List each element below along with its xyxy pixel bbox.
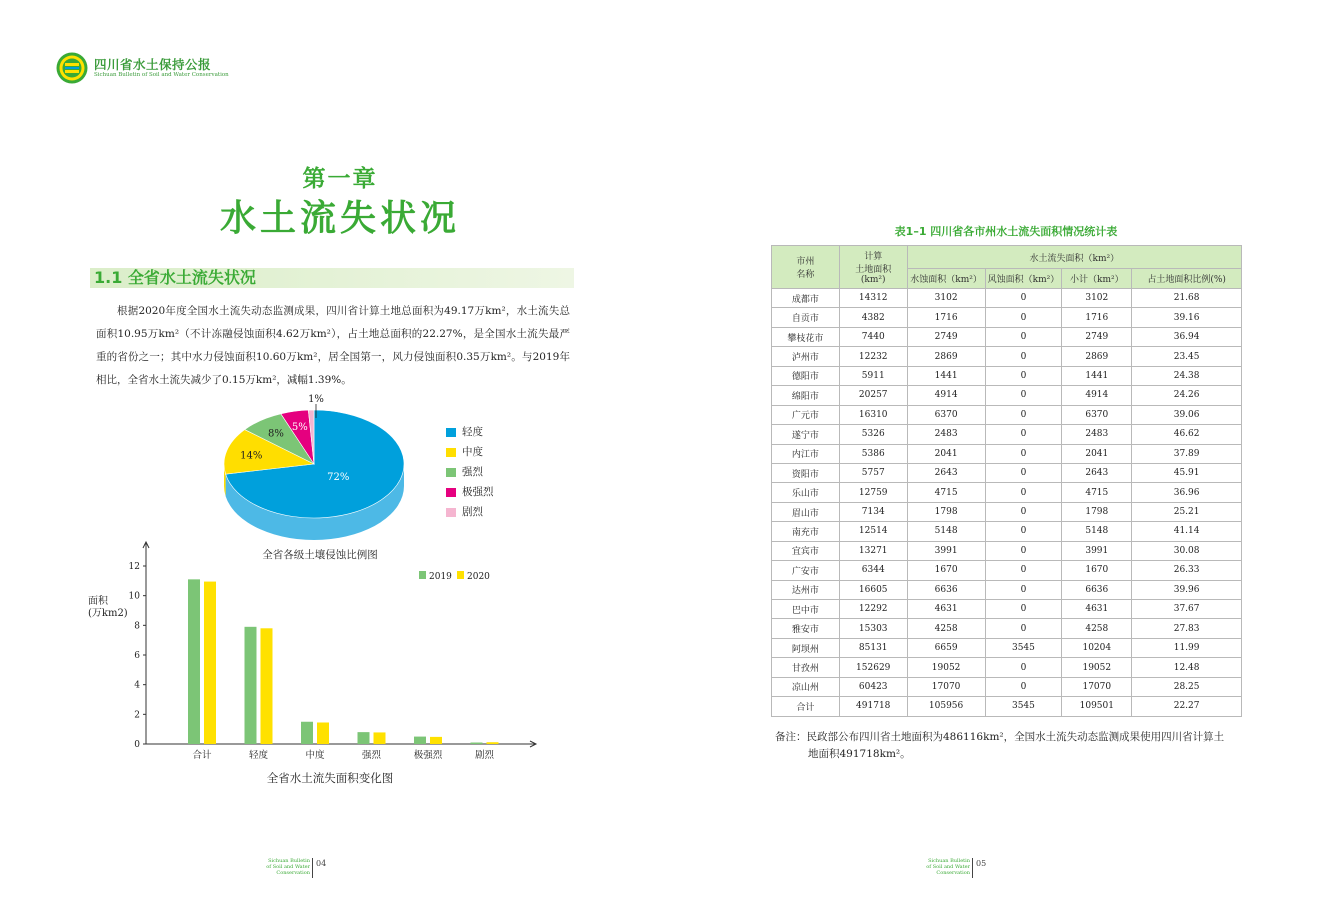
table-cell: 2643 — [907, 463, 985, 482]
table-cell: 26.33 — [1132, 561, 1242, 580]
table-cell: 3102 — [907, 289, 985, 308]
table-cell: 152629 — [839, 658, 907, 677]
table-cell: 遂宁市 — [772, 425, 840, 444]
bar-2019-剧烈 — [471, 743, 483, 744]
table-cell: 4914 — [907, 386, 985, 405]
header-erosion-group: 水土流失面积（km²） — [907, 246, 1241, 269]
table-cell: 1798 — [907, 502, 985, 521]
footer-left — [262, 858, 362, 880]
body-paragraph — [96, 300, 570, 392]
table-cell: 内江市 — [772, 444, 840, 463]
table-cell: 16310 — [839, 405, 907, 424]
bar-2019-强烈 — [358, 732, 370, 744]
footer-divider — [972, 858, 973, 878]
table-cell: 7440 — [839, 327, 907, 346]
table-cell: 5386 — [839, 444, 907, 463]
header-title: 四川省水土保持公报 — [94, 57, 212, 72]
table-cell: 甘孜州 — [772, 658, 840, 677]
table-cell: 12514 — [839, 522, 907, 541]
table-cell: 21.68 — [1132, 289, 1242, 308]
table-row — [772, 541, 1242, 560]
table-cell: 攀枝花市 — [772, 327, 840, 346]
header-region-text: 市州 名称 — [796, 257, 815, 280]
bulletin-header — [56, 52, 256, 86]
bar-2020-轻度 — [261, 628, 273, 744]
x-tick-label: 极强烈 — [413, 750, 443, 761]
region-erosion-table — [771, 245, 1242, 717]
table-cell: 0 — [985, 522, 1062, 541]
table-cell: 41.14 — [1132, 522, 1242, 541]
header-wind-erosion: 风蚀面积（km²） — [985, 269, 1062, 289]
legend-item — [446, 426, 526, 446]
legend-item — [446, 446, 526, 466]
table-cell: 2869 — [1062, 347, 1132, 366]
table-cell: 1798 — [1062, 502, 1132, 521]
footer-org-line: Sichuan Bulletin — [268, 858, 310, 864]
pie-data-label: 8% — [267, 428, 284, 440]
table-cell: 0 — [985, 600, 1062, 619]
y-tick-label: 10 — [128, 591, 140, 602]
legend-item — [446, 466, 526, 486]
table-title: 表1–1 四川省各市州水土流失面积情况统计表 — [894, 225, 1118, 238]
footer-org-line: Conservation — [936, 870, 970, 876]
table-cell: 0 — [985, 561, 1062, 580]
table-cell: 25.21 — [1132, 502, 1242, 521]
paragraph-text: 根据2020年度全国水土流失动态监测成果，四川省计算土地总面积为49.17万km²，水土流失总面积10.95万km²（不计冻融侵蚀面积4.62万km²），占土地总面积的22.27%，是全国水土流失最严重的省份之一；其中水力侵蚀面积10.60万km²，居全国第一，风力侵蚀面积0.35万km²。与2019年相比，全省水土流失减少了0.15万km²，减幅1.39%。 — [96, 305, 570, 386]
table-cell: 13271 — [839, 541, 907, 560]
legend-label: 极强烈 — [462, 486, 494, 498]
table-row — [772, 463, 1242, 482]
footer-org-line: of Soil and Water — [266, 864, 310, 870]
header-total-area — [839, 246, 907, 289]
table-row — [772, 386, 1242, 405]
table-cell: 凉山州 — [772, 677, 840, 696]
table-cell: 1441 — [907, 366, 985, 385]
table-cell: 0 — [985, 677, 1062, 696]
table-row — [772, 405, 1242, 424]
section-title: 1.1 全省水土流失状况 — [94, 268, 256, 287]
bar-2019-合计 — [188, 579, 200, 744]
section-heading-bar — [90, 268, 574, 288]
legend-label: 剧烈 — [462, 506, 483, 518]
legend-item — [446, 506, 526, 526]
table-cell: 4914 — [1062, 386, 1132, 405]
table-cell: 0 — [985, 502, 1062, 521]
bar-2020-合计 — [204, 582, 216, 744]
table-cell: 6636 — [907, 580, 985, 599]
table-note — [775, 729, 1245, 763]
header-region — [772, 246, 840, 289]
table-cell: 眉山市 — [772, 502, 840, 521]
table-cell: 17070 — [907, 677, 985, 696]
footer-org-line: of Soil and Water — [926, 864, 970, 870]
table-cell: 3545 — [985, 697, 1062, 716]
table-cell: 105956 — [907, 697, 985, 716]
table-cell: 19052 — [907, 658, 985, 677]
pie-data-label: 72% — [327, 472, 350, 484]
table-cell: 27.83 — [1132, 619, 1242, 638]
table-cell: 6370 — [1062, 405, 1132, 424]
table-cell: 南充市 — [772, 522, 840, 541]
table-cell: 39.96 — [1132, 580, 1242, 599]
bar-2020-强烈 — [374, 732, 386, 744]
table-cell: 85131 — [839, 638, 907, 657]
bulletin-logo-icon — [56, 52, 88, 84]
page-number: 04 — [316, 859, 327, 868]
table-cell: 0 — [985, 483, 1062, 502]
table-cell: 22.27 — [1132, 697, 1242, 716]
table-cell: 4715 — [1062, 483, 1132, 502]
table-cell: 15303 — [839, 619, 907, 638]
bar-2019-极强烈 — [414, 737, 426, 744]
table-cell: 0 — [985, 405, 1062, 424]
legend-label: 强烈 — [462, 466, 483, 478]
table-cell: 23.45 — [1132, 347, 1242, 366]
table-row — [772, 347, 1242, 366]
y-axis-label: 面积 — [88, 596, 108, 607]
y-tick-label: 12 — [128, 562, 140, 572]
table-row — [772, 444, 1242, 463]
table-cell: 36.96 — [1132, 483, 1242, 502]
table-row — [772, 638, 1242, 657]
table-row — [772, 697, 1242, 716]
bar-chart-caption: 全省水土流失面积变化图 — [266, 771, 394, 785]
table-cell: 4631 — [1062, 600, 1132, 619]
table-cell: 37.89 — [1132, 444, 1242, 463]
x-tick-label: 中度 — [305, 750, 325, 761]
table-row — [772, 425, 1242, 444]
table-cell: 0 — [985, 308, 1062, 327]
table-cell: 0 — [985, 580, 1062, 599]
footer-org — [262, 858, 310, 876]
footer-org-line: Sichuan Bulletin — [928, 858, 970, 864]
x-tick-label: 轻度 — [248, 750, 269, 761]
note-line: 备注：民政部公布四川省土地面积为486116km²，全国水土流失动态监测成果使用四川省计算土 — [775, 731, 1225, 743]
table-cell: 7134 — [839, 502, 907, 521]
table-cell: 泸州市 — [772, 347, 840, 366]
table-cell: 5757 — [839, 463, 907, 482]
pie-data-label: 5% — [291, 422, 308, 434]
table-cell: 3545 — [985, 638, 1062, 657]
bar-legend-swatch — [457, 571, 464, 579]
header-ratio: 占土地面积比例(%) — [1132, 269, 1242, 289]
table-cell: 2041 — [907, 444, 985, 463]
header-subtotal: 小计（km²） — [1062, 269, 1132, 289]
table-row — [772, 522, 1242, 541]
table-cell: 0 — [985, 444, 1062, 463]
table-cell: 4382 — [839, 308, 907, 327]
bar-2020-中度 — [317, 722, 329, 744]
y-tick-label: 2 — [134, 710, 140, 721]
table-row — [772, 327, 1242, 346]
table-cell: 12232 — [839, 347, 907, 366]
table-cell: 5326 — [839, 425, 907, 444]
table-cell: 3991 — [907, 541, 985, 560]
y-axis-label: (万km2) — [88, 608, 128, 619]
bar-legend-swatch — [419, 571, 426, 579]
table-row — [772, 289, 1242, 308]
table-cell: 广元市 — [772, 405, 840, 424]
legend-item — [446, 486, 526, 506]
table-cell: 17070 — [1062, 677, 1132, 696]
bar-2020-剧烈 — [487, 742, 499, 744]
header-water-erosion: 水蚀面积（km²） — [907, 269, 985, 289]
table-cell: 巴中市 — [772, 600, 840, 619]
table-cell: 绵阳市 — [772, 386, 840, 405]
table-cell: 1716 — [907, 308, 985, 327]
table-cell: 1670 — [1062, 561, 1132, 580]
table-cell: 达州市 — [772, 580, 840, 599]
table-row — [772, 619, 1242, 638]
bar-legend-label: 2019 — [429, 572, 452, 582]
table-cell: 109501 — [1062, 697, 1132, 716]
table-cell: 14312 — [839, 289, 907, 308]
table-cell: 39.16 — [1132, 308, 1242, 327]
pie-legend — [446, 426, 526, 526]
table-cell: 0 — [985, 327, 1062, 346]
note-line: 地面积491718km²。 — [808, 748, 911, 760]
table-cell: 36.94 — [1132, 327, 1242, 346]
table-row — [772, 600, 1242, 619]
header-total-area-text: 计算 土地面积 (km²) — [855, 252, 892, 285]
table-cell: 2643 — [1062, 463, 1132, 482]
legend-swatch — [446, 468, 456, 477]
table-cell: 3991 — [1062, 541, 1132, 560]
legend-swatch — [446, 448, 456, 457]
table-cell: 19052 — [1062, 658, 1132, 677]
table-cell: 0 — [985, 463, 1062, 482]
x-tick-label: 合计 — [192, 750, 212, 761]
table-cell: 乐山市 — [772, 483, 840, 502]
table-row — [772, 308, 1242, 327]
table-row — [772, 580, 1242, 599]
table-cell: 0 — [985, 366, 1062, 385]
pie-chart-caption: 全省各级土壤侵蚀比例图 — [262, 549, 378, 561]
table-cell: 46.62 — [1132, 425, 1242, 444]
x-tick-label: 剧烈 — [474, 750, 495, 761]
table-cell: 广安市 — [772, 561, 840, 580]
table-cell: 20257 — [839, 386, 907, 405]
table-cell: 2041 — [1062, 444, 1132, 463]
table-cell: 11.99 — [1132, 638, 1242, 657]
table-cell: 10204 — [1062, 638, 1132, 657]
table-cell: 6659 — [907, 638, 985, 657]
table-cell: 2869 — [907, 347, 985, 366]
table-cell: 12292 — [839, 600, 907, 619]
table-cell: 1716 — [1062, 308, 1132, 327]
table-cell: 雅安市 — [772, 619, 840, 638]
table-cell: 3102 — [1062, 289, 1132, 308]
table-cell: 0 — [985, 425, 1062, 444]
footer-org — [922, 858, 970, 876]
footer-divider — [312, 858, 313, 878]
table-row — [772, 483, 1242, 502]
table-cell: 60423 — [839, 677, 907, 696]
y-tick-label: 8 — [134, 621, 140, 632]
table-cell: 2483 — [907, 425, 985, 444]
table-cell: 6344 — [839, 561, 907, 580]
table-cell: 4715 — [907, 483, 985, 502]
table-cell: 2483 — [1062, 425, 1132, 444]
bar-2019-轻度 — [245, 627, 257, 744]
legend-swatch — [446, 428, 456, 437]
page-number: 05 — [976, 859, 987, 868]
table-cell: 阿坝州 — [772, 638, 840, 657]
table-cell: 16605 — [839, 580, 907, 599]
table-cell: 成都市 — [772, 289, 840, 308]
table-cell: 0 — [985, 658, 1062, 677]
table-cell: 2749 — [1062, 327, 1132, 346]
table-cell: 491718 — [839, 697, 907, 716]
table-cell: 6636 — [1062, 580, 1132, 599]
pie-data-label: 1% — [308, 394, 324, 405]
y-tick-label: 0 — [134, 740, 140, 750]
table-row — [772, 366, 1242, 385]
legend-label: 中度 — [462, 446, 483, 458]
table-cell: 37.67 — [1132, 600, 1242, 619]
x-tick-label: 强烈 — [361, 750, 382, 761]
table-row — [772, 658, 1242, 677]
chapter-number: 第一章 — [302, 166, 378, 192]
table-cell: 宜宾市 — [772, 541, 840, 560]
table-cell: 0 — [985, 541, 1062, 560]
legend-label: 轻度 — [462, 426, 483, 438]
footer-right — [922, 858, 1022, 880]
table-cell: 39.06 — [1132, 405, 1242, 424]
table-cell: 4258 — [1062, 619, 1132, 638]
table-cell: 4258 — [907, 619, 985, 638]
header-subtitle: Sichuan Bulletin of Soil and Water Conservation — [94, 72, 229, 78]
legend-swatch — [446, 508, 456, 517]
chapter-title: 水土流失状况 — [219, 198, 460, 239]
table-cell: 24.26 — [1132, 386, 1242, 405]
bar-legend-label: 2020 — [467, 572, 490, 582]
table-cell: 自贡市 — [772, 308, 840, 327]
table-row — [772, 677, 1242, 696]
table-cell: 合计 — [772, 697, 840, 716]
table-cell: 45.91 — [1132, 463, 1242, 482]
table-row — [772, 502, 1242, 521]
table-cell: 4631 — [907, 600, 985, 619]
table-cell: 1441 — [1062, 366, 1132, 385]
table-cell: 5148 — [907, 522, 985, 541]
table-cell: 资阳市 — [772, 463, 840, 482]
bar-2020-极强烈 — [430, 737, 442, 744]
table-cell: 0 — [985, 347, 1062, 366]
footer-org-line: Conservation — [276, 870, 310, 876]
table-cell: 2749 — [907, 327, 985, 346]
table-cell: 5148 — [1062, 522, 1132, 541]
pie-data-label: 14% — [240, 450, 263, 462]
table-cell: 24.38 — [1132, 366, 1242, 385]
table-cell: 6370 — [907, 405, 985, 424]
table-cell: 5911 — [839, 366, 907, 385]
table-cell: 0 — [985, 386, 1062, 405]
y-tick-label: 4 — [134, 680, 140, 691]
table-row — [772, 561, 1242, 580]
table-cell: 28.25 — [1132, 677, 1242, 696]
table-cell: 30.08 — [1132, 541, 1242, 560]
erosion-area-bar-chart — [86, 540, 546, 770]
y-tick-label: 6 — [134, 651, 140, 661]
table-cell: 1670 — [907, 561, 985, 580]
table-cell: 0 — [985, 619, 1062, 638]
table-cell: 0 — [985, 289, 1062, 308]
bar-2019-中度 — [301, 722, 313, 744]
table-cell: 12759 — [839, 483, 907, 502]
table-cell: 德阳市 — [772, 366, 840, 385]
legend-swatch — [446, 488, 456, 497]
table-cell: 12.48 — [1132, 658, 1242, 677]
